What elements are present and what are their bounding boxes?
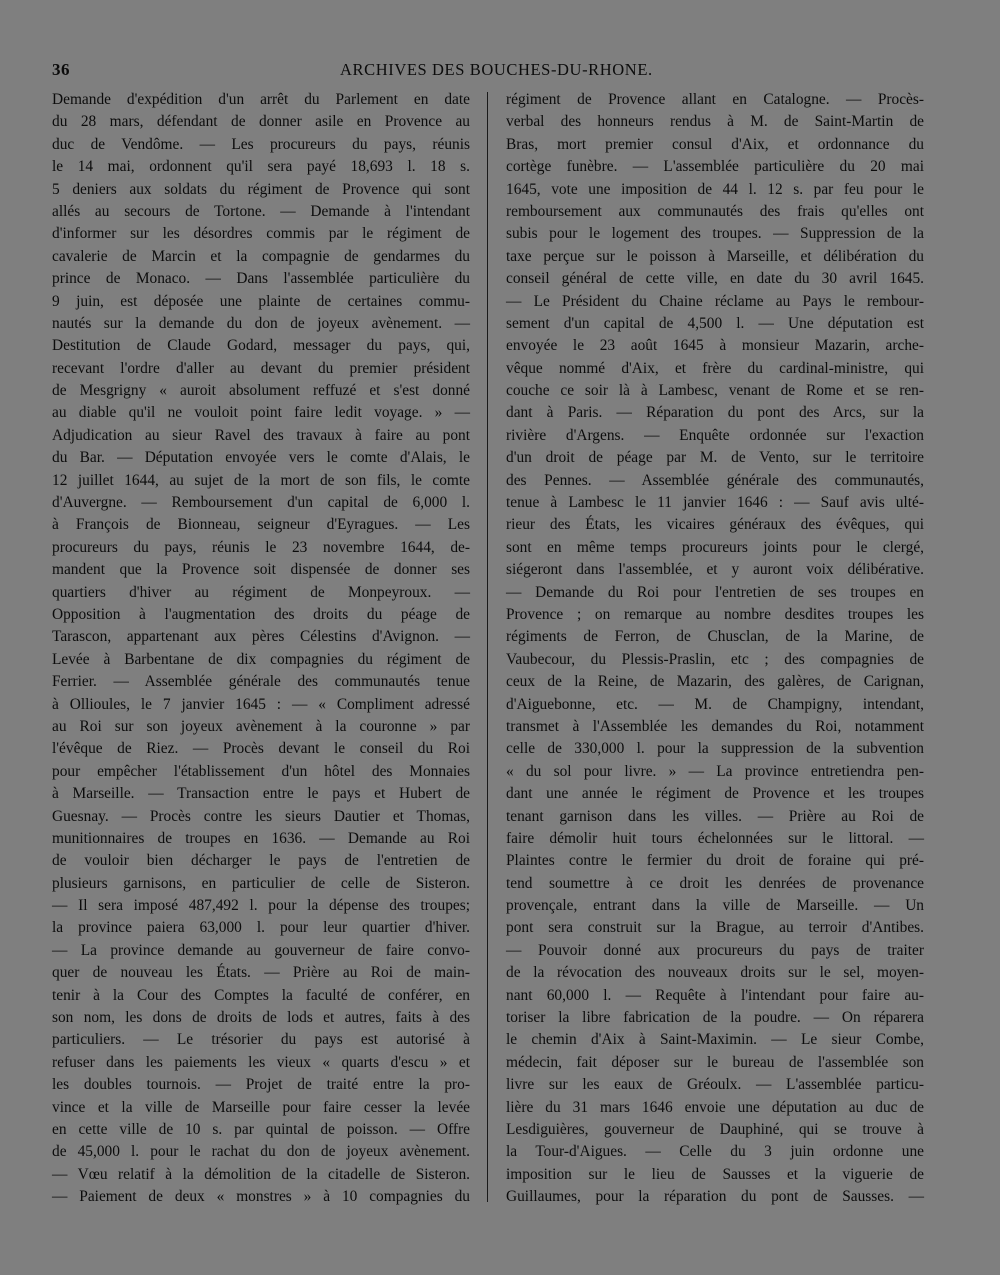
text-line: d'Auvergne. — Remboursement d'un capital de 6,000 l. xyxy=(52,494,470,512)
text-line: tenue à Lambesc le 11 janvier 1646 : — Sauf avis ulté- xyxy=(506,494,924,512)
text-line: médecin, fait déposer sur le bureau de l'assemblée son xyxy=(506,1053,924,1071)
text-line: du Bar. — Députation envoyée vers le comte d'Alais, le xyxy=(52,449,470,467)
text-line: verbal des honneurs rendus à M. de Saint-Martin de xyxy=(506,113,924,131)
text-line: au diable qu'il ne vouloit point faire ledit voyage. » — xyxy=(52,404,470,422)
text-line: remboursement aux communautés des frais qu'elles ont xyxy=(506,202,924,220)
text-line: 5 deniers aux soldats du régiment de Provence qui sont xyxy=(52,180,470,198)
text-line: nautés sur la demande du don de joyeux avènement. — xyxy=(52,314,470,332)
text-line: provençale, entrant dans la ville de Marseille. — Un xyxy=(506,897,924,915)
text-line: Lesdiguières, gouverneur de Dauphiné, qui se trouve à xyxy=(506,1120,924,1138)
text-line: l'évêque de Riez. — Procès devant le conseil du Roi xyxy=(52,740,470,758)
text-line: Bras, mort premier consul d'Aix, et ordonnance du xyxy=(506,135,924,153)
text-line: — Il sera imposé 487,492 l. pour la dépense des troupes; xyxy=(52,897,470,915)
text-line: Provence ; on remarque au nombre desdites troupes les xyxy=(506,605,924,623)
text-line: Guesnay. — Procès contre les sieurs Dautier et Thomas, xyxy=(52,807,470,825)
text-line: du 28 mars, défendant de donner asile en Provence au xyxy=(52,113,470,131)
text-line: dant une année le régiment de Provence et les troupes xyxy=(506,785,924,803)
text-line: la province paiera 63,000 l. pour leur quartier d'hiver. xyxy=(52,919,470,937)
text-line: 1645, vote une imposition de 44 l. 12 s. par feu pour le xyxy=(506,180,924,198)
text-line: le chemin d'Aix à Saint-Maximin. — Le sieur Combe, xyxy=(506,1031,924,1049)
text-line: imposition sur le lieu de Sausses et la viguerie de xyxy=(506,1165,924,1183)
text-line: « du sol pour livre. » — La province entretiendra pen- xyxy=(506,762,924,780)
text-line: ceux de la Reine, de Mazarin, des galères, de Carignan, xyxy=(506,673,924,691)
text-line: nant 60,000 l. — Requête à l'intendant pour faire au- xyxy=(506,986,924,1004)
text-line: Levée à Barbentane de dix compagnies du régiment de xyxy=(52,650,470,668)
text-line: la Tour-d'Aigues. — Celle du 3 juin ordonne une xyxy=(506,1143,924,1161)
text-line: recevant l'ordre d'aller au devant du premier président xyxy=(52,359,470,377)
text-line: — La province demande au gouverneur de faire convo- xyxy=(52,941,470,959)
text-line: de vouloir bien décharger le pays de l'entretien de xyxy=(52,852,470,870)
text-line: à François de Bionneau, seigneur d'Eyragues. — Les xyxy=(52,516,470,534)
left-column xyxy=(52,89,470,1209)
text-line: Ferrier. — Assemblée générale des communautés tenue xyxy=(52,673,470,691)
text-line: d'Aiguebonne, etc. — M. de Champigny, intendant, xyxy=(506,695,924,713)
text-line: d'informer sur les désordres commis par le régiment de xyxy=(52,225,470,243)
text-line: Destitution de Claude Godard, messager du pays, qui, xyxy=(52,337,470,355)
text-line: au Roi sur son joyeux avènement à la couronne » par xyxy=(52,717,470,735)
text-line: tenir à la Cour des Comptes la faculté de conférer, en xyxy=(52,986,470,1004)
text-line: plusieurs garnisons, en particulier de celle de Sisteron. xyxy=(52,874,470,892)
text-line: en cette ville de 10 s. par quintal de poisson. — Offre xyxy=(52,1120,470,1138)
text-line: de 45,000 l. pour le rachat du don de joyeux avènement. xyxy=(52,1143,470,1161)
text-line: pour empêcher l'établissement d'un hôtel des Monnaies xyxy=(52,762,470,780)
text-line: procureurs du pays, réunis le 23 novembre 1644, de- xyxy=(52,538,470,556)
text-line: siégeront dans l'assemblée, et y auront voix délibérative. xyxy=(506,561,924,579)
text-line: cortège funèbre. — L'assemblée particulière du 20 mai xyxy=(506,158,924,176)
text-line: — Paiement de deux « monstres » à 10 compagnies du xyxy=(52,1188,470,1206)
text-line: de la révocation des nouveaux droits sur le sel, moyen- xyxy=(506,964,924,982)
text-line: subis pour le logement des troupes. — Suppression de la xyxy=(506,225,924,243)
text-line: faire démolir huit tours échelonnées sur le littoral. — xyxy=(506,829,924,847)
page-header xyxy=(52,60,952,84)
text-line: allés au secours de Tortone. — Demande à l'intendant xyxy=(52,202,470,220)
text-line: Adjudication au sieur Ravel des travaux à faire au pont xyxy=(52,426,470,444)
text-line: quartiers d'hiver au régiment de Monpeyroux. — xyxy=(52,583,470,601)
text-line: de Mesgrigny « auroit absolument reffuzé et s'est donné xyxy=(52,382,470,400)
text-line: envoyée le 23 août 1645 à monsieur Mazarin, arche- xyxy=(506,337,924,355)
text-line: sement d'un capital de 4,500 l. — Une députation est xyxy=(506,314,924,332)
text-line: rieur des États, les vicaires généraux des évêques, qui xyxy=(506,516,924,534)
text-line: — Pouvoir donné aux procureurs du pays de traiter xyxy=(506,941,924,959)
text-line: sont en même temps procureurs joints pour le clergé, xyxy=(506,538,924,556)
text-line: vince et la ville de Marseille pour faire cesser la levée xyxy=(52,1098,470,1116)
text-line: — Le Président du Chaine réclame au Pays le rembour- xyxy=(506,292,924,310)
text-line: régiments de Ferron, de Chusclan, de la Marine, de xyxy=(506,628,924,646)
text-line: — Demande du Roi pour l'entretien de ses troupes en xyxy=(506,583,924,601)
text-line: mandent que la Provence soit dispensée de donner ses xyxy=(52,561,470,579)
text-line: transmet à l'Assemblée les demandes du Roi, notamment xyxy=(506,717,924,735)
text-line: munitionnaires de troupes en 1636. — Demande au Roi xyxy=(52,829,470,847)
text-line: lière du 31 mars 1646 envoie une députation au duc de xyxy=(506,1098,924,1116)
text-line: quer de nouveau les États. — Prière au Roi de main- xyxy=(52,964,470,982)
text-line: refuser dans les paiements les vieux « quarts d'escu » et xyxy=(52,1053,470,1071)
text-line: particuliers. — Le trésorier du pays est autorisé à xyxy=(52,1031,470,1049)
text-line: Plaintes contre le fermier du droit de foraine qui pré- xyxy=(506,852,924,870)
text-line: cavalerie de Marcin et la compagnie de gendarmes du xyxy=(52,247,470,265)
text-line: livre sur les eaux de Gréoulx. — L'assemblée particu- xyxy=(506,1076,924,1094)
text-line: duc de Vendôme. — Les procureurs du pays, réunis xyxy=(52,135,470,153)
text-line: toriser la libre fabrication de la poudre. — On réparera xyxy=(506,1009,924,1027)
right-column xyxy=(506,89,924,1209)
text-line: Opposition à l'augmentation des droits du péage de xyxy=(52,605,470,623)
text-line: le 14 mai, ordonnent qu'il sera payé 18,693 l. 18 s. xyxy=(52,158,470,176)
text-line: régiment de Provence allant en Catalogne. — Procès- xyxy=(506,91,924,108)
text-line: son nom, les dons de droits de lods et autres, faits à des xyxy=(52,1009,470,1027)
text-line: vêque nommé d'Aix, et frère du cardinal-ministre, qui xyxy=(506,359,924,377)
text-line: tenant garnison dans les villes. — Prière au Roi de xyxy=(506,807,924,825)
text-line: rivière d'Argens. — Enquête ordonnée sur l'exaction xyxy=(506,426,924,444)
text-line: à Ollioules, le 7 janvier 1645 : — « Compliment adressé xyxy=(52,695,470,713)
text-line: d'un droit de péage par M. de Vento, sur le territoire xyxy=(506,449,924,467)
text-line: les doubles tournois. — Projet de traité entre la pro- xyxy=(52,1076,470,1094)
text-line: Tarascon, appartenant aux pères Célestins d'Avignon. — xyxy=(52,628,470,646)
text-line: à Marseille. — Transaction entre le pays et Hubert de xyxy=(52,785,470,803)
running-title: ARCHIVES DES BOUCHES-DU-RHONE. xyxy=(340,60,653,79)
text-line: tend soumettre à ce droit les denrées de provenance xyxy=(506,874,924,892)
text-line: celle de 330,000 l. pour la suppression de la subvention xyxy=(506,740,924,758)
page-number: 36 xyxy=(52,60,70,79)
text-line: des Pennes. — Assemblée générale des communautés, xyxy=(506,471,924,489)
text-line: Vaubecour, du Plessis-Praslin, etc ; des compagnies de xyxy=(506,650,924,668)
text-line: couche ce soir là à Lambesc, venant de Rome et se ren- xyxy=(506,382,924,400)
text-line: — Vœu relatif à la démolition de la citadelle de Sisteron. xyxy=(52,1165,470,1183)
text-line: Demande d'expédition d'un arrêt du Parlement en date xyxy=(52,91,470,108)
text-line: taxe perçue sur le poisson à Marseille, et délibération du xyxy=(506,247,924,265)
text-line: dant à Paris. — Réparation du pont des Arcs, sur la xyxy=(506,404,924,422)
text-line: 9 juin, est déposée une plainte de certaines commu- xyxy=(52,292,470,310)
text-line: prince de Monaco. — Dans l'assemblée particulière du xyxy=(52,270,470,288)
text-line: conseil général de cette ville, en date du 30 avril 1645. xyxy=(506,270,924,288)
text-line: Guillaumes, pour la réparation du pont de Sausses. — xyxy=(506,1188,924,1206)
column-divider xyxy=(487,92,488,1202)
text-line: 12 juillet 1644, au sujet de la mort de son fils, le comte xyxy=(52,471,470,489)
text-line: pont sera construit sur la Brague, au terroir d'Antibes. xyxy=(506,919,924,937)
